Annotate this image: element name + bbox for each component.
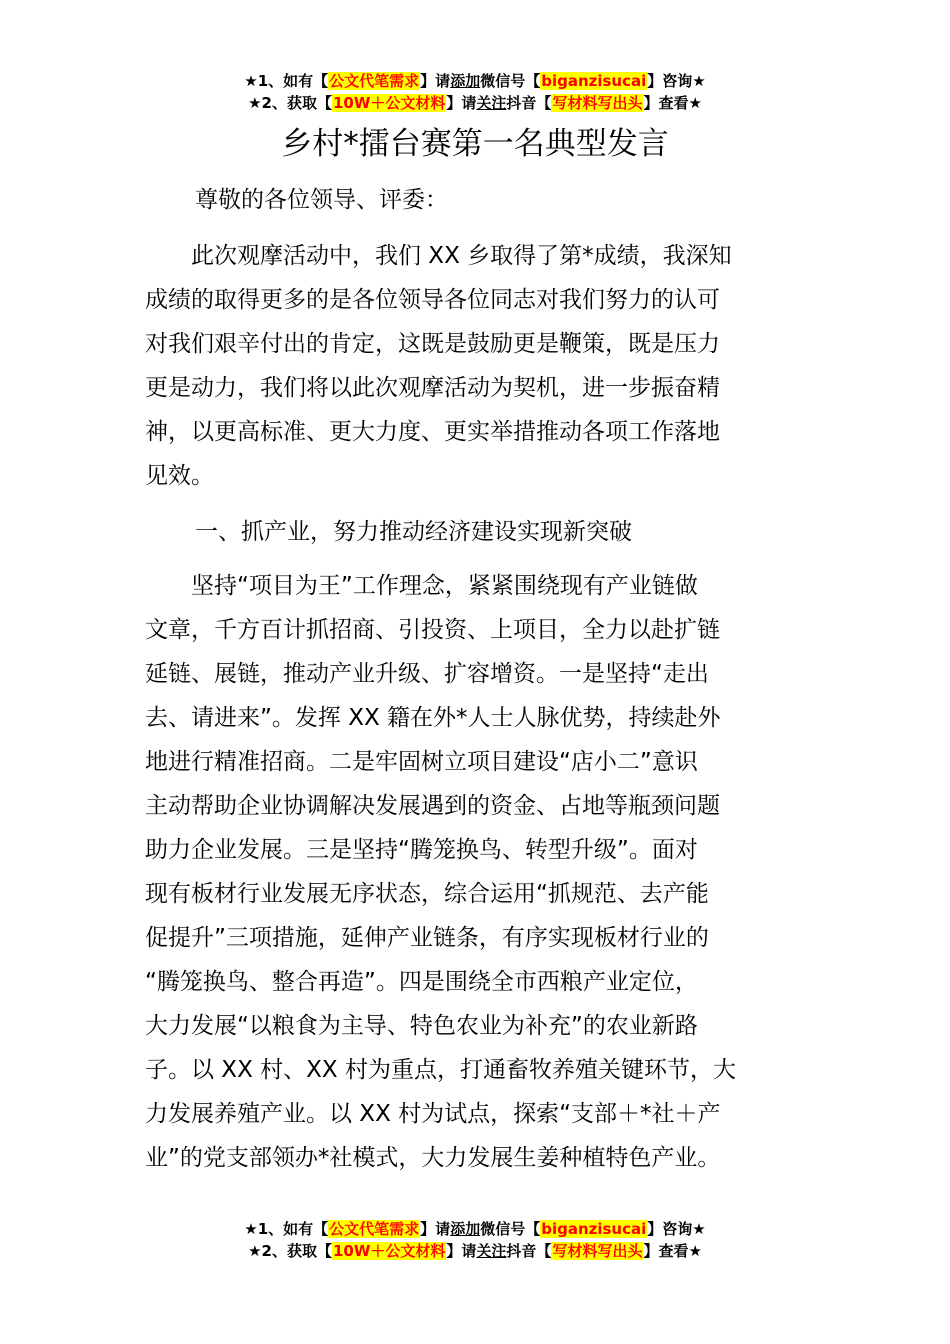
paragraph-line: 大力发展“以粮食为主导、特色农业为补充”的农业新路 <box>145 1013 698 1039</box>
paragraph-line: 助力企业发展。三是坚持“腾笼换鸟、转型升级”。面对 <box>145 837 698 863</box>
ad-text: ★2、获取【 <box>248 1242 332 1260</box>
salutation: 尊敬的各位领导、评委： <box>195 187 448 213</box>
section-heading-1: 一、抓产业，努力推动经济建设实现新突破 <box>195 519 632 545</box>
bottom-ad-line-2 <box>0 1240 950 1262</box>
ad-underline: 关注 <box>476 1242 507 1260</box>
top-ad-line-1 <box>0 70 950 92</box>
paragraph-line: 主动帮助企业协调解决发展遇到的资金、占地等瓶颈问题 <box>145 793 720 819</box>
ad-underline: 添加 <box>450 72 481 90</box>
paragraph-line: 现有板材行业发展无序状态，综合运用“抓规范、去产能 <box>145 881 709 907</box>
ad-text: 】请 <box>446 94 477 112</box>
paragraph-line: 子。以 XX 村、XX 村为重点，打通畜牧养殖关键环节，大 <box>145 1057 736 1083</box>
paragraph-line: 延链、展链，推动产业升级、扩容增资。一是坚持“走出 <box>145 661 709 687</box>
paragraph-line: 神，以更高标准、更大力度、更实举措推动各项工作落地 <box>145 419 720 445</box>
ad-text: ★1、如有【 <box>244 1220 329 1238</box>
ad-text: ★1、如有【 <box>244 72 329 90</box>
ad-douyin-id: 写材料写出头 <box>552 94 643 112</box>
paragraph-line: 此次观摩活动中，我们 XX 乡取得了第*成绩，我深知 <box>145 243 732 269</box>
ad-wechat-id: biganzisucai <box>541 72 647 90</box>
ad-text: 抖音【 <box>506 94 552 112</box>
paragraph-line: 文章，千方百计抓招商、引投资、上项目，全力以赴扩链 <box>145 617 720 643</box>
ad-text: 微信号【 <box>480 1220 541 1238</box>
paragraph-line: 去、请进来”。发挥 XX 籍在外*人士人脉优势，持续赴外 <box>145 705 721 731</box>
ad-text: 】咨询★ <box>647 1220 706 1238</box>
paragraph-line: 见效。 <box>145 463 214 489</box>
ad-text: 】请 <box>420 72 451 90</box>
bottom-ad-banner <box>0 1218 950 1262</box>
paragraph-line: 力发展养殖产业。以 XX 村为试点，探索“支部＋*社＋产 <box>145 1101 721 1127</box>
ad-underline: 添加 <box>450 1220 481 1238</box>
paragraph-line: 坚持“项目为王”工作理念，紧紧围绕现有产业链做 <box>145 573 698 599</box>
ad-highlight: 10W＋公文材料 <box>332 1242 446 1260</box>
ad-text: 】查看★ <box>643 94 702 112</box>
document-title: 乡村*擂台赛第一名典型发言 <box>281 126 669 162</box>
paragraph-line: 对我们艰辛付出的肯定，这既是鼓励更是鞭策，既是压力 <box>145 331 720 357</box>
paragraph-line: “腾笼换鸟、整合再造”。四是围绕全市西粮产业定位， <box>145 969 698 995</box>
ad-wechat-id: biganzisucai <box>541 1220 647 1238</box>
ad-douyin-id: 写材料写出头 <box>552 1242 643 1260</box>
ad-text: ★2、获取【 <box>248 94 332 112</box>
paragraph-line: 业”的党支部领办*社模式，大力发展生姜种植特色产业。 <box>145 1145 721 1171</box>
paragraph-2 <box>145 564 810 1180</box>
paragraph-line: 更是动力，我们将以此次观摩活动为契机，进一步振奋精 <box>145 375 720 401</box>
ad-underline: 关注 <box>476 94 507 112</box>
top-ad-line-2 <box>0 92 950 114</box>
paragraph-1 <box>145 234 810 498</box>
ad-text: 】请 <box>420 1220 451 1238</box>
ad-highlight: 公文代笔需求 <box>329 72 420 90</box>
ad-text: 】请 <box>446 1242 477 1260</box>
top-ad-banner <box>0 70 950 114</box>
paragraph-line: 地进行精准招商。二是牢固树立项目建设“店小二”意识 <box>145 749 698 775</box>
ad-highlight: 10W＋公文材料 <box>332 94 446 112</box>
ad-text: 】查看★ <box>643 1242 702 1260</box>
paragraph-line: 促提升”三项措施，延伸产业链条，有序实现板材行业的 <box>145 925 709 951</box>
bottom-ad-line-1 <box>0 1218 950 1240</box>
ad-highlight: 公文代笔需求 <box>329 1220 420 1238</box>
paragraph-line: 成绩的取得更多的是各位领导各位同志对我们努力的认可 <box>145 287 720 313</box>
ad-text: 】咨询★ <box>647 72 706 90</box>
ad-text: 抖音【 <box>506 1242 552 1260</box>
ad-text: 微信号【 <box>480 72 541 90</box>
